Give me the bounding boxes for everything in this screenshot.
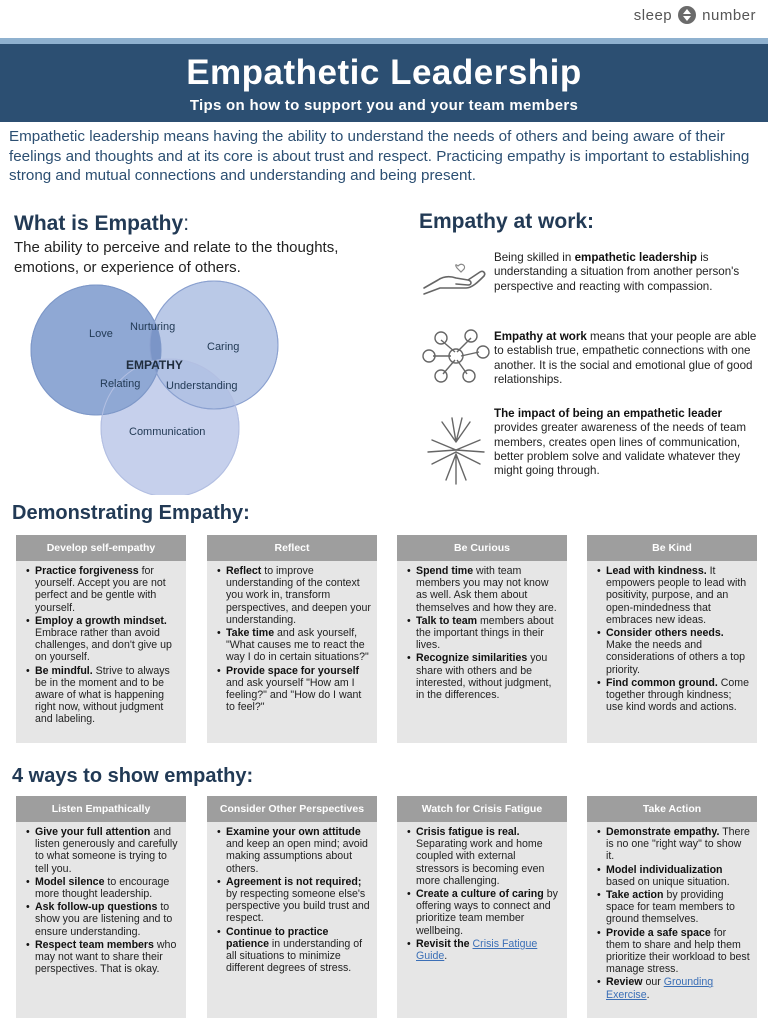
list-item — [407, 826, 561, 887]
venn-label-relating: Relating — [100, 378, 141, 390]
card-be-kind — [587, 535, 757, 743]
card-list — [587, 561, 757, 713]
venn-label-caring: Caring — [207, 341, 240, 353]
item-text: Make the needs and considerations of others a top priority. — [606, 639, 745, 676]
item-text: members about the important things in their lives. — [416, 614, 554, 652]
list-item — [217, 926, 371, 975]
card-list — [207, 822, 377, 974]
item-text: for them to share and help them prioritize their workload to best manage stress. — [606, 926, 750, 976]
venn-label-understanding: Understanding — [166, 380, 238, 392]
list-item — [407, 615, 561, 652]
empathy-at-work-heading: Empathy at work: — [419, 210, 595, 233]
empathy-venn-diagram — [28, 270, 288, 495]
item-bold: Give your full attention — [35, 826, 151, 838]
item-text: by providing space for team members to ground themselves. — [606, 889, 735, 926]
work-item-3-bold: The impact of being an empathetic leader — [494, 407, 723, 420]
list-item — [26, 565, 180, 614]
item-text: Separating work and home coupled with external stressors is becoming even more challenging. — [416, 838, 545, 887]
header-banner — [0, 44, 768, 122]
item-bold: Crisis fatigue is real. — [416, 826, 520, 838]
list-item — [26, 876, 180, 900]
page-subtitle: Tips on how to support you and your team members — [189, 97, 579, 114]
logo-text-right: number — [702, 6, 756, 24]
item-text: our — [642, 976, 664, 989]
card-list — [587, 822, 757, 1001]
card-develop-self-empathy — [16, 535, 186, 743]
list-item — [597, 826, 751, 863]
empathy-definition: The ability to perceive and relate to the thoughts, emotions, or experience of others. — [14, 239, 339, 276]
work-item-2-bold: Empathy at work — [494, 330, 587, 343]
item-after: . — [444, 950, 448, 963]
logo-mark-icon — [678, 6, 696, 24]
item-bold: Ask follow-up questions — [35, 901, 158, 914]
list-item — [26, 665, 180, 726]
venn-label-communication: Communication — [129, 426, 206, 438]
item-bold: Talk to team — [416, 614, 478, 627]
item-bold: Consider others needs. — [606, 627, 724, 640]
item-text: for yourself. Accept you are not perfect and be gentle with yourself. — [35, 565, 166, 614]
card-head: Watch for Crisis Fatigue — [397, 796, 567, 822]
item-bold: Spend time — [416, 565, 474, 577]
list-item — [597, 927, 751, 976]
work-item-2-post: means that your people are able to establish true, empathetic connections with one another. It is the social and emotional glue of good relationships. — [494, 330, 757, 386]
card-head: Listen Empathically — [16, 796, 186, 822]
demonstrating-empathy-heading: Demonstrating Empathy: — [12, 502, 250, 524]
venn-svg — [28, 270, 288, 495]
item-bold: Practice forgiveness — [35, 565, 139, 577]
list-item — [597, 976, 751, 1000]
list-item — [597, 565, 751, 626]
card-watch-for-crisis-fatigue — [397, 796, 567, 1018]
list-item — [597, 864, 751, 888]
item-text: who may not want to share their perspectives. That is okay. — [35, 938, 177, 976]
list-item — [26, 615, 180, 664]
list-item — [217, 826, 371, 875]
item-bold: Demonstrate empathy. — [606, 826, 720, 838]
sleep-number-logo — [634, 6, 756, 24]
card-consider-other-perspectives — [207, 796, 377, 1018]
list-item — [26, 901, 180, 938]
item-bold: Model silence — [35, 875, 105, 888]
item-bold: Be mindful. — [35, 664, 93, 677]
work-item-3-post: provides greater awareness of the needs of team members, creates open lines of communication, better problem solve and validate whatever they might going through. — [494, 421, 746, 478]
item-text: in understanding of all situations to minimize different degrees of stress. — [226, 937, 363, 975]
item-bold: Take action — [606, 889, 664, 902]
card-reflect — [207, 535, 377, 743]
item-bold: Provide space for yourself — [226, 664, 360, 677]
card-head: Consider Other Perspectives — [207, 796, 377, 822]
card-listen-empathically — [16, 796, 186, 1018]
card-head: Reflect — [207, 535, 377, 561]
card-list — [397, 561, 567, 701]
item-bold: Lead with kindness. — [606, 565, 707, 577]
item-bold: Take time — [226, 627, 275, 640]
logo-text-left: sleep — [633, 6, 673, 24]
venn-circle-left — [31, 285, 161, 415]
item-text: you share with others and be interested, without judgment, in the differences. — [416, 652, 552, 702]
item-bold: Continue to practice patience — [226, 925, 329, 950]
work-item-1-post: is understanding a situation from another person's perspective and reacting with compassion. — [494, 251, 740, 293]
card-head: Be Kind — [587, 535, 757, 561]
card-be-curious — [397, 535, 567, 743]
list-item — [407, 938, 561, 962]
work-item-1-bold: empathetic leadership — [574, 251, 697, 264]
list-item — [597, 677, 751, 714]
card-head: Take Action — [587, 796, 757, 822]
item-bold: Recognize similarities — [416, 652, 528, 665]
card-list — [16, 561, 186, 726]
card-head: Develop self-empathy — [16, 535, 186, 561]
item-bold: Model individualization — [606, 863, 723, 876]
item-text: with team members you may not know as well. Ask them about themselves and how they are. — [416, 565, 557, 614]
list-item — [26, 826, 180, 875]
four-ways-heading: 4 ways to show empathy: — [12, 765, 254, 787]
item-text: Strive to always be in the moment and to be aware of what is happening right now, without judgment and labeling. — [35, 664, 170, 726]
card-list — [397, 822, 567, 962]
grounding-exercise-link[interactable]: Grounding Exercise — [606, 976, 714, 1001]
venn-label-empathy: EMPATHY — [126, 358, 183, 372]
item-text: There is no one "right way" to show it. — [606, 826, 750, 863]
venn-label-love: Love — [89, 328, 113, 340]
crisis-fatigue-guide-link[interactable]: Crisis Fatigue Guide — [416, 937, 538, 963]
work-item-1 — [494, 251, 764, 294]
item-text: and ask yourself "How am I feeling?" and "How do I want to feel?" — [226, 676, 362, 714]
item-bold: Revisit the — [416, 937, 470, 950]
item-bold: Review — [606, 976, 643, 989]
item-bold: Create a culture of caring — [416, 888, 544, 901]
page-title: Empathetic Leadership — [186, 53, 582, 92]
list-item — [597, 627, 751, 676]
item-text: It empowers people to lead with positivity, purpose, and an open-mindedness that embraces new ideas. — [606, 565, 747, 626]
venn-label-nurturing: Nurturing — [130, 321, 176, 333]
item-bold: Employ a growth mindset. — [35, 614, 167, 627]
list-item — [407, 652, 561, 701]
item-text: and ask yourself, "What causes me to react the way I do in certain situations?" — [226, 627, 369, 664]
list-item — [407, 565, 561, 614]
what-is-empathy-heading — [14, 212, 189, 236]
item-text: to improve understanding of the context you work in, transform perspectives, and deepen your understanding. — [226, 565, 371, 626]
card-head: Be Curious — [397, 535, 567, 561]
item-text: Embrace rather than avoid challenges, and don't give up on yourself. — [35, 627, 172, 664]
list-item — [407, 888, 561, 937]
item-text: based on unique situation. — [606, 875, 730, 888]
what-is-empathy-title: What is Empathy — [14, 212, 184, 235]
work-item-3 — [494, 407, 764, 478]
list-item — [217, 876, 371, 925]
item-bold: Examine your own attitude — [226, 826, 361, 838]
item-text: by respecting someone else's perspective you build trust and respect. — [226, 888, 370, 925]
list-item — [597, 889, 751, 926]
item-text: and listen generously and carefully to what someone is trying to tell you. — [35, 826, 178, 875]
intro-paragraph: Empathetic leadership means having the ability to understand the needs of others and being aware of their feelings and thoughts and at its core is about trust and respect. Practicing empathy is important to establishing strong and mutual connections and understanding and being present. — [9, 128, 750, 184]
work-item-1-pre: Being skilled in — [494, 251, 575, 264]
card-take-action — [587, 796, 757, 1018]
list-item — [217, 627, 371, 664]
hands-together-icon — [422, 412, 490, 488]
item-bold: Provide a safe space — [606, 926, 711, 939]
list-item — [26, 939, 180, 976]
list-item — [217, 665, 371, 714]
item-bold: Agreement is not required; — [226, 875, 362, 888]
item-bold: Reflect — [226, 565, 262, 577]
hand-icon — [420, 258, 490, 298]
item-after: . — [646, 988, 650, 1001]
item-text: to encourage more thought leadership. — [35, 875, 170, 901]
item-text: and keep an open mind; avoid making assumptions about others. — [226, 838, 368, 875]
work-item-2 — [494, 330, 764, 387]
card-list — [16, 822, 186, 975]
item-text: by offering ways to connect and prioritize team member wellbeing. — [416, 888, 558, 937]
item-bold: Respect team members — [35, 938, 154, 951]
item-bold: Find common ground. — [606, 676, 718, 689]
what-is-empathy-colon: : — [183, 212, 190, 235]
list-item — [217, 565, 371, 626]
network-icon — [421, 328, 491, 384]
item-text: to show you are listening and to ensure understanding. — [35, 901, 173, 938]
card-list — [207, 561, 377, 713]
item-text: Come together through kindness; use kind words and actions. — [606, 676, 750, 714]
